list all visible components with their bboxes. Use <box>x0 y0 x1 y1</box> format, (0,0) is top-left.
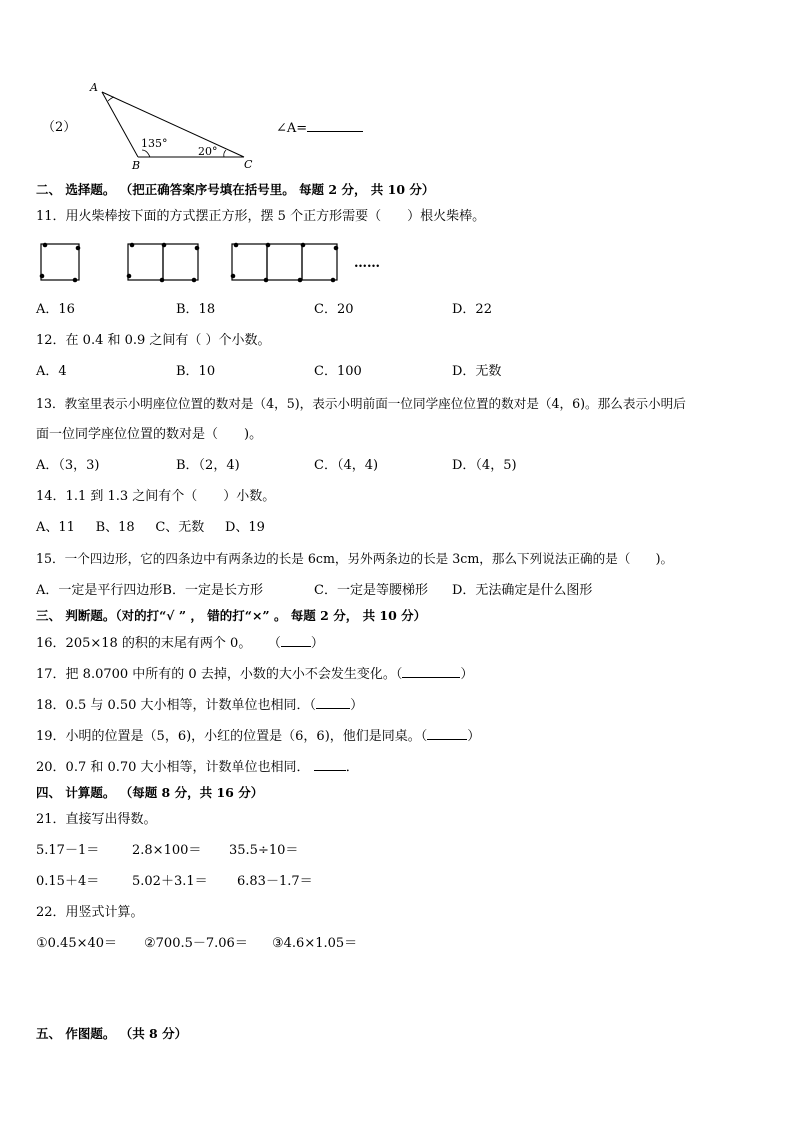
q21-row1-item3: 35.5÷10＝ <box>229 843 299 858</box>
q17-blank[interactable] <box>402 665 460 678</box>
vertex-c-label: C <box>244 158 253 171</box>
triangle-figure <box>86 80 266 172</box>
q13-option-b[interactable]: B．（2，4) <box>176 458 240 473</box>
q13-option-c[interactable]: C．（4，4) <box>314 458 379 473</box>
q10-part2-label: （2） <box>42 120 77 135</box>
q22-item3: ③4.6×1.05＝ <box>272 936 358 951</box>
q11-option-a[interactable]: A．16 <box>36 302 75 317</box>
q21-row1-item1: 5.17－1＝ <box>36 843 100 858</box>
q12-option-c[interactable]: C．100 <box>314 364 362 379</box>
section4-heading: 四、 计算题。 （每题 8 分，共 16 分） <box>36 785 264 800</box>
q13-option-a[interactable]: A．（3，3) <box>36 458 100 473</box>
vertex-a-label: A <box>90 81 98 94</box>
q22-item2: ②700.5－7.06＝ <box>144 936 248 951</box>
q16: 16．205×18 的积的末尾有两个 0。 （ ） <box>36 636 324 651</box>
angle-c-label: 20° <box>198 145 218 158</box>
q15-option-d[interactable]: D．无法确定是什么图形 <box>452 583 593 598</box>
q11-option-c[interactable]: C．20 <box>314 302 354 317</box>
q18: 18．0.5 与 0.50 大小相等，计数单位也相同．（ ） <box>36 698 364 713</box>
q21-row2-item3: 6.83－1.7＝ <box>237 874 313 889</box>
q13-line2: 面一位同学座位位置的数对是（ )。 <box>36 427 263 442</box>
q15-text: 15．一个四边形，它的四条边中有两条边的长是 6cm，另外两条边的长是 3cm，那么下列说法正确的是（ )。 <box>36 551 674 566</box>
q21-row1-item2: 2.8×100＝ <box>132 843 202 858</box>
q11-option-d[interactable]: D．22 <box>452 302 492 317</box>
q14-text: 14．1.1 到 1.3 之间有个（ ）小数。 <box>36 489 276 504</box>
angle-a-blank[interactable] <box>307 119 363 132</box>
section5-heading: 五、 作图题。 （共 8 分） <box>36 1026 188 1041</box>
q16-blank[interactable] <box>281 634 311 647</box>
q21-row2-item2: 5.02＋3.1＝ <box>132 874 208 889</box>
q21-text: 21．直接写出得数。 <box>36 812 157 827</box>
q13-option-d[interactable]: D．（4，5) <box>452 458 517 473</box>
q12-option-b[interactable]: B．10 <box>176 364 216 379</box>
q12-text: 12．在 0.4 和 0.9 之间有（ ）个小数。 <box>36 333 271 348</box>
q12-option-a[interactable]: A．4 <box>36 364 67 379</box>
q19: 19．小明的位置是（5，6)，小红的位置是（6，6)，他们是同桌。（ ） <box>36 729 481 744</box>
q11-text: 11．用火柴棒按下面的方式摆正方形，摆 5 个正方形需要（ ）根火柴棒。 <box>36 209 486 224</box>
q14-options[interactable]: A、11 B、18 C、无数 D、19 <box>36 520 265 535</box>
q22-text: 22．用竖式计算。 <box>36 905 144 920</box>
section3-heading: 三、 判断题。（对的打“√ ” ， 错的打“×” 。 每题 2 分， 共 10 分） <box>36 608 427 623</box>
angle-b-label: 135° <box>141 137 168 150</box>
q15-option-c[interactable]: C．一定是等腰梯形 <box>314 583 428 598</box>
section2-heading: 二、 选择题。 （把正确答案序号填在括号里。 每题 2 分， 共 10 分） <box>36 182 435 197</box>
q11-option-b[interactable]: B．18 <box>176 302 216 317</box>
q12-option-d[interactable]: D．无数 <box>452 364 502 379</box>
vertex-b-label: B <box>132 159 141 172</box>
q21-row2-item1: 0.15＋4＝ <box>36 874 100 889</box>
q17: 17．把 8.0700 中所有的 0 去掉，小数的大小不会发生变化。（ ） <box>36 667 474 682</box>
q15-option-a-b[interactable]: A．一定是平行四边形B．一定是长方形 <box>36 583 263 598</box>
q20-blank[interactable] <box>314 758 346 771</box>
q18-blank[interactable] <box>316 696 350 709</box>
matchstick-figure <box>36 240 396 286</box>
q22-item1: ①0.45×40＝ <box>36 936 118 951</box>
angle-a-prompt: ∠A= <box>276 119 363 138</box>
ellipsis: …… <box>354 256 380 271</box>
q20: 20．0.7 和 0.70 大小相等，计数单位也相同． ． <box>36 760 359 775</box>
q13-line1: 13．教室里表示小明座位位置的数对是（4，5)，表示小明前面一位同学座位位置的数对是（4，6)。那么表示小明后 <box>36 396 686 411</box>
q19-blank[interactable] <box>427 727 467 740</box>
